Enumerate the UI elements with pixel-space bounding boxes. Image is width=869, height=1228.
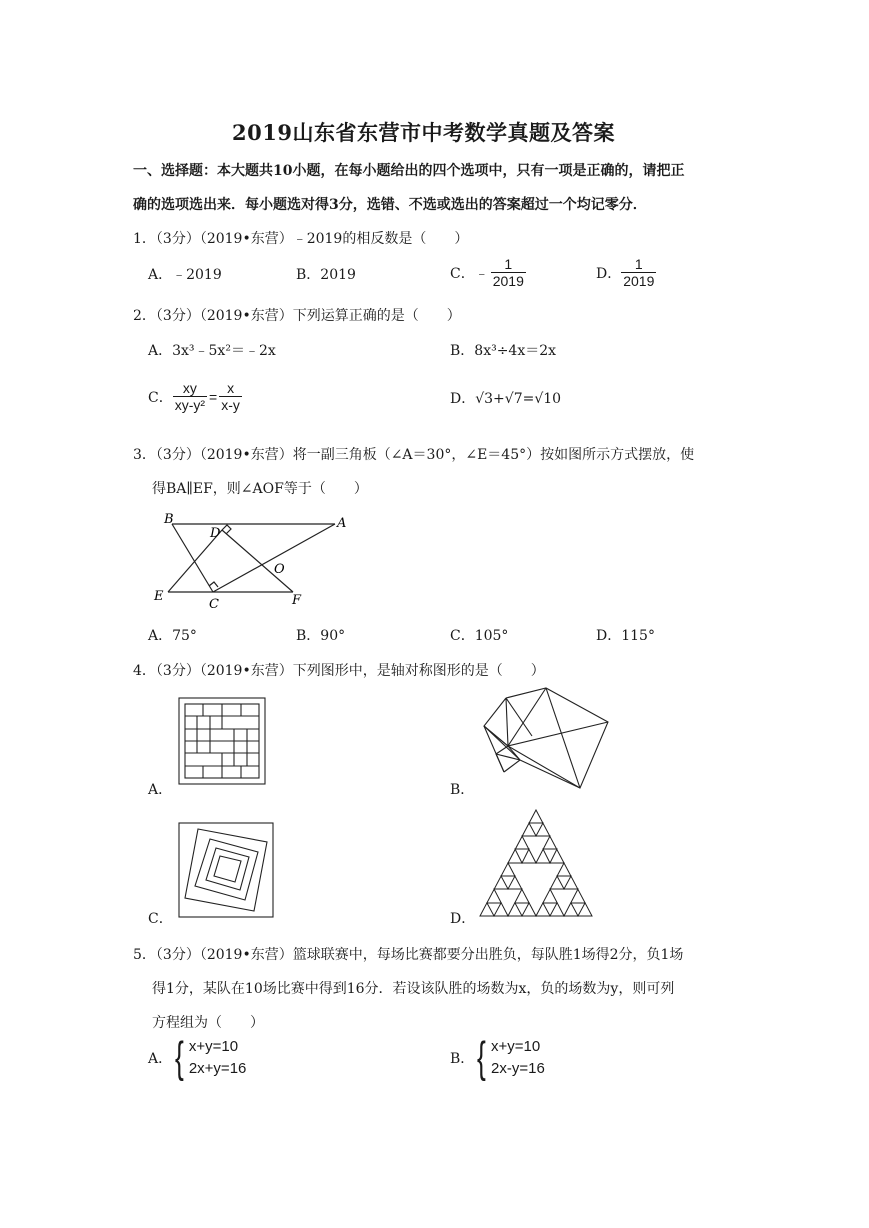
page-title: 2019山东省东营市中考数学真题及答案 xyxy=(232,120,615,145)
equation-1: x+y=10 xyxy=(188,1038,239,1055)
numerator: x xyxy=(227,380,235,396)
question-2-option-b: B．8x³÷4x＝2x xyxy=(450,343,557,359)
question-5-option-a xyxy=(148,1033,247,1082)
segment-df xyxy=(222,530,293,592)
question-3-stem-line1: 3．（3分）（2019•东营）将一副三角板（∠A＝30°，∠E＝45°）按如图所示方式摆放，使 xyxy=(133,447,695,463)
question-2-option-d: D．√3+√7=√10 xyxy=(450,391,562,407)
denominator: x-y xyxy=(221,397,240,413)
equation-2: 2x-y=16 xyxy=(491,1060,545,1077)
fraction xyxy=(621,256,656,289)
question-5-stem-line2: 得1分，某队在10场比赛中得到16分．若设该队胜的场数为x，负的场数为y，则可列 xyxy=(152,981,675,997)
equation-1: x+y=10 xyxy=(491,1038,541,1055)
question-4-option-d-label: D． xyxy=(450,911,476,927)
question-4-figure-c xyxy=(178,822,274,918)
label-c: C xyxy=(209,597,219,612)
question-2-stem: 2．（3分）（2019•东营）下列运算正确的是（ ） xyxy=(133,308,461,324)
question-1-option-a: A．﹣2019 xyxy=(148,267,222,283)
option-label: D． xyxy=(596,265,622,282)
question-4-option-c-label: C． xyxy=(148,911,173,927)
segment-ac xyxy=(213,524,335,592)
question-5-stem-line1: 5．（3分）（2019•东营）篮球联赛中，每场比赛都要分出胜负，每队胜1场得2分，负1场 xyxy=(133,947,684,963)
minus-sign: ﹣ xyxy=(474,265,489,282)
fraction-left xyxy=(173,380,207,413)
question-3-option-b: B．90° xyxy=(296,628,346,644)
label-f: F xyxy=(292,593,302,608)
question-4-figure-b xyxy=(468,686,616,792)
question-3-option-d: D．115° xyxy=(596,628,655,644)
numerator: 1 xyxy=(504,256,513,272)
fraction xyxy=(491,256,526,289)
label-a: A xyxy=(337,516,347,531)
question-2-option-a: A．3x³﹣5x²＝﹣2x xyxy=(148,343,276,359)
option-label: C． xyxy=(450,265,475,282)
question-5-stem-line3: 方程组为（ ） xyxy=(152,1015,264,1031)
denominator: 2019 xyxy=(492,273,524,289)
question-3-option-a: A．75° xyxy=(148,628,197,644)
question-4-figure-d xyxy=(478,808,594,918)
question-1-option-b: B．2019 xyxy=(296,267,356,283)
equals-sign: = xyxy=(209,388,218,405)
question-1-option-d xyxy=(596,256,656,289)
numerator: 1 xyxy=(634,256,643,272)
question-3-option-c: C．105° xyxy=(450,628,509,644)
question-3-triangle-figure xyxy=(148,508,358,612)
label-e: E xyxy=(154,589,164,604)
label-o: O xyxy=(274,562,285,577)
equation-system xyxy=(474,1033,545,1082)
question-3-stem-line2: 得BA∥EF，则∠AOF等于（ ） xyxy=(152,481,368,497)
denominator: 2019 xyxy=(623,273,655,289)
right-angle-mark-c xyxy=(209,582,218,587)
brace-icon: { xyxy=(175,1033,184,1082)
question-2-option-c xyxy=(148,380,242,413)
question-4-figure-a xyxy=(178,697,266,785)
numerator: xy xyxy=(182,380,197,396)
option-label: B． xyxy=(450,1051,475,1067)
question-1-stem: 1．（3分）（2019•东营）﹣2019的相反数是（ ） xyxy=(133,231,469,247)
question-4-option-a-label: A． xyxy=(148,782,173,798)
denominator: xy-y² xyxy=(174,397,206,413)
question-5-option-b xyxy=(450,1033,545,1082)
brace-icon: { xyxy=(477,1033,487,1082)
label-b: B xyxy=(164,512,174,527)
fraction-right xyxy=(219,380,242,413)
label-d: D xyxy=(210,526,221,541)
option-label: C． xyxy=(148,389,173,406)
segment-bc xyxy=(172,524,213,592)
equation-2: 2x+y=16 xyxy=(188,1060,247,1077)
option-label: A． xyxy=(148,1051,173,1067)
equation-system xyxy=(172,1033,247,1082)
right-angle-mark-d xyxy=(222,525,231,534)
question-4-option-b-label: B． xyxy=(450,782,475,798)
question-4-stem: 4．（3分）（2019•东营）下列图形中，是轴对称图形的是（ ） xyxy=(133,663,545,679)
question-1-option-c xyxy=(450,256,526,289)
section-instructions-line1: 一、选择题：本大题共10小题，在每小题给出的四个选项中，只有一项是正确的，请把正 xyxy=(133,163,685,179)
section-instructions-line2: 确的选项选出来．每小题选对得3分，选错、不选或选出的答案超过一个均记零分． xyxy=(133,197,647,213)
